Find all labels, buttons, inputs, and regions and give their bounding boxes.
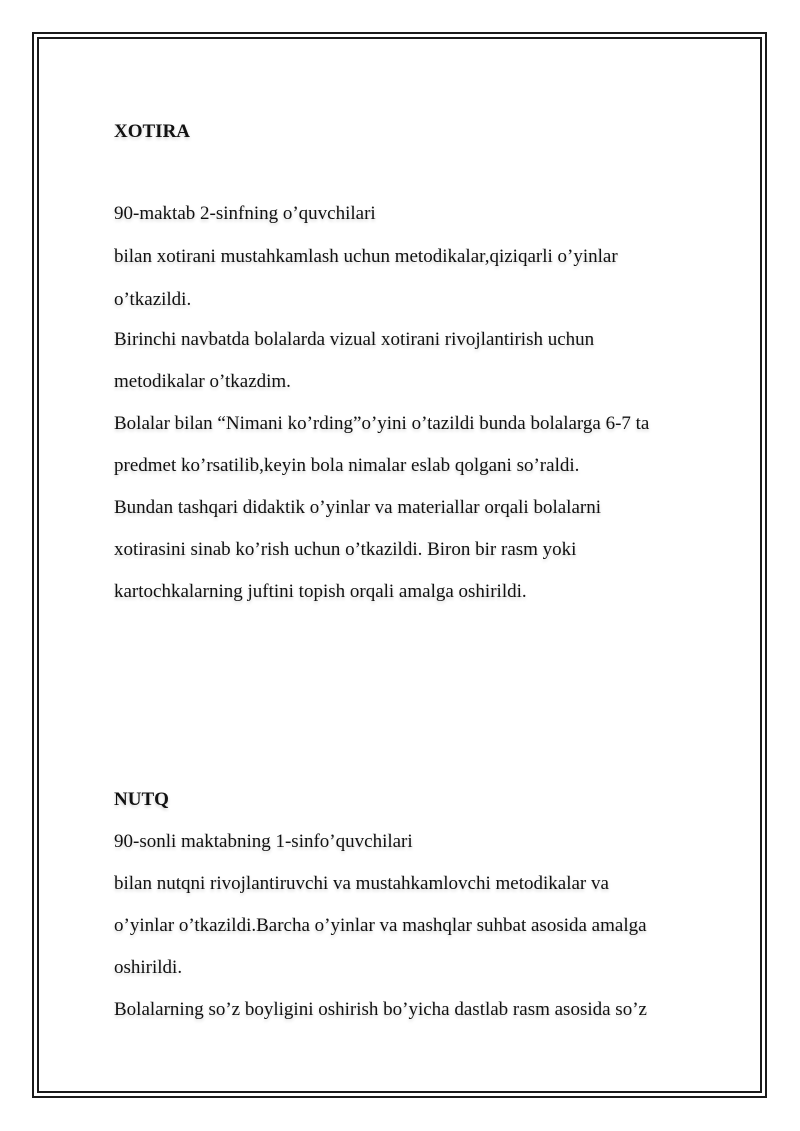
section-heading-xotira: XOTIRA (114, 121, 191, 142)
paragraph-line: 90-maktab 2-sinfning o’quvchilari (114, 203, 376, 224)
paragraph-line: metodikalar o’tkazdim. (114, 371, 291, 392)
paragraph-line: predmet ko’rsatilib,keyin bola nimalar eslab qolgani so’raldi. (114, 455, 580, 476)
section-heading-nutq: NUTQ (114, 789, 169, 810)
paragraph-line: o’yinlar o’tkazildi.Barcha o’yinlar va mashqlar suhbat asosida amalga (114, 915, 647, 936)
paragraph-line: Bolalar bilan “Nimani ko’rding”o’yini o’tazildi bunda bolalarga 6-7 ta (114, 413, 650, 434)
paragraph-line: o’tkazildi. (114, 289, 192, 310)
paragraph-line: kartochkalarning juftini topish orqali amalga oshirildi. (114, 581, 527, 602)
paragraph-line: Bolalarning so’z boyligini oshirish bo’yicha dastlab rasm asosida so’z (114, 999, 647, 1020)
paragraph-line: oshirildi. (114, 957, 183, 978)
paragraph-line: bilan nutqni rivojlantiruvchi va mustahkamlovchi metodikalar va (114, 873, 609, 894)
paragraph-line: bilan xotirani mustahkamlash uchun metodikalar,qiziqarli o’yinlar (114, 246, 618, 267)
paragraph-line: 90-sonli maktabning 1-sinfo’quvchilari (114, 831, 413, 852)
paragraph-line: Bundan tashqari didaktik o’yinlar va materiallar orqali bolalarni (114, 497, 601, 518)
paragraph-line: xotirasini sinab ko’rish uchun o’tkazildi. Biron bir rasm yoki (114, 539, 577, 560)
paragraph-line: Birinchi navbatda bolalarda vizual xotirani rivojlantirish uchun (114, 329, 595, 350)
